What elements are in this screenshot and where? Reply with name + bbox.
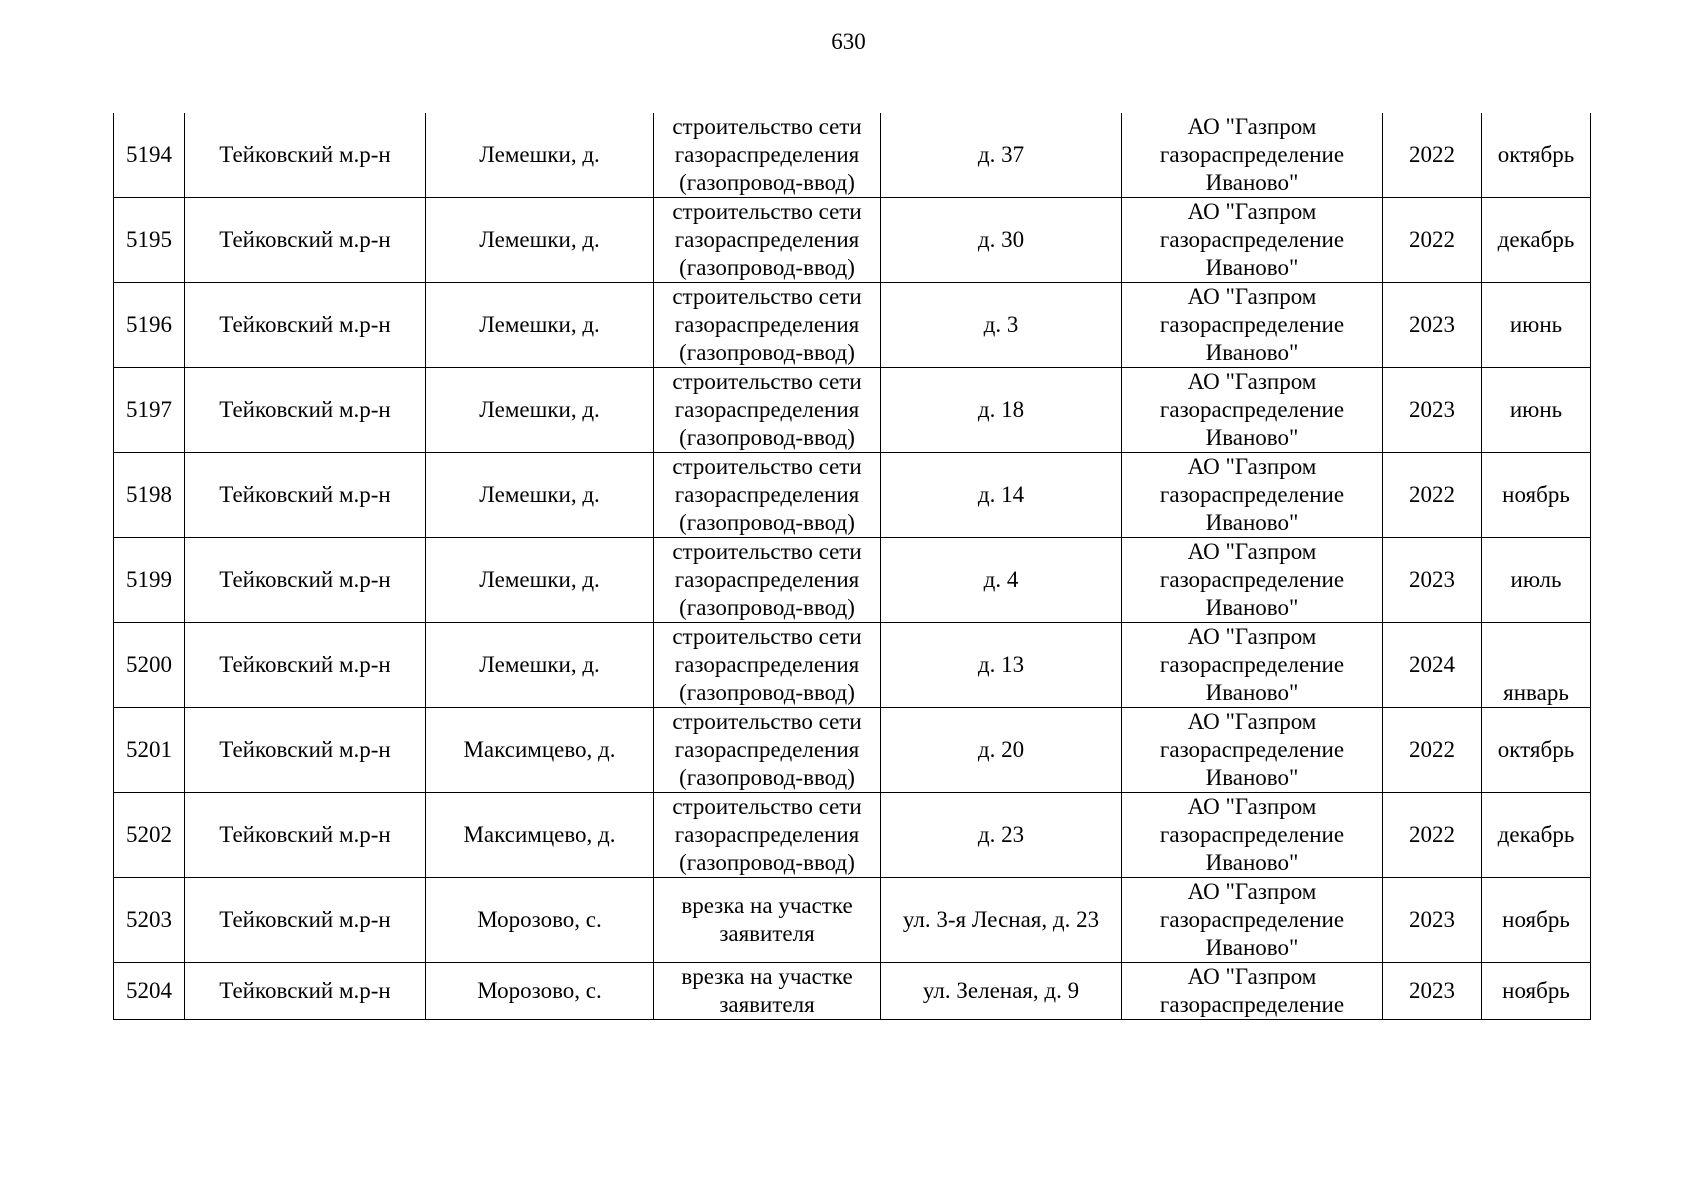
month-cell: ноябрь — [1482, 963, 1591, 1020]
gas-connection-table — [113, 113, 1591, 1020]
district-cell: Тейковский м.р-н — [185, 198, 426, 283]
row-number-cell: 5203 — [114, 878, 185, 963]
work-type-cell-line: (газопровод-ввод) — [679, 595, 855, 620]
work-type-cell-line: строительство сети — [672, 624, 862, 649]
row-number-cell: 5196 — [114, 283, 185, 368]
organization-cell — [1122, 793, 1383, 878]
work-type-cell-line: врезка на участке — [681, 893, 853, 918]
work-type-cell — [654, 793, 881, 878]
month-cell: декабрь — [1482, 793, 1591, 878]
row-number-cell: 5202 — [114, 793, 185, 878]
organization-cell-line: АО "Газпром — [1187, 624, 1317, 649]
locality-cell: Морозово, с. — [426, 963, 654, 1020]
organization-cell-line: Иваново" — [1205, 595, 1299, 620]
table-row — [114, 198, 1591, 283]
table-row — [114, 113, 1591, 198]
address-cell: д. 23 — [881, 793, 1122, 878]
table-row — [114, 793, 1591, 878]
work-type-cell-line: врезка на участке — [681, 964, 853, 989]
locality-cell: Лемешки, д. — [426, 538, 654, 623]
locality-cell: Лемешки, д. — [426, 368, 654, 453]
month-cell: ноябрь — [1482, 878, 1591, 963]
address-cell: ул. 3-я Лесная, д. 23 — [881, 878, 1122, 963]
work-type-cell-line: газораспределения — [674, 567, 860, 592]
district-cell: Тейковский м.р-н — [185, 283, 426, 368]
work-type-cell-line: газораспределения — [674, 652, 860, 677]
district-cell: Тейковский м.р-н — [185, 623, 426, 708]
year-cell: 2023 — [1383, 283, 1482, 368]
organization-cell-line: газораспределение — [1159, 652, 1345, 677]
organization-cell — [1122, 453, 1383, 538]
district-cell: Тейковский м.р-н — [185, 368, 426, 453]
work-type-cell-line: строительство сети — [672, 284, 862, 309]
organization-cell-line: АО "Газпром — [1187, 794, 1317, 819]
work-type-cell-line: (газопровод-ввод) — [679, 425, 855, 450]
row-number-cell: 5199 — [114, 538, 185, 623]
address-cell: д. 18 — [881, 368, 1122, 453]
organization-cell-line: газораспределение — [1159, 227, 1345, 252]
address-cell: д. 13 — [881, 623, 1122, 708]
organization-cell-line: АО "Газпром — [1187, 709, 1317, 734]
year-cell: 2022 — [1383, 708, 1482, 793]
locality-cell: Максимцево, д. — [426, 708, 654, 793]
year-cell: 2023 — [1383, 368, 1482, 453]
work-type-cell — [654, 878, 881, 963]
work-type-cell-line: заявителя — [719, 992, 815, 1017]
district-cell: Тейковский м.р-н — [185, 113, 426, 198]
row-number-cell: 5195 — [114, 198, 185, 283]
address-cell: д. 37 — [881, 113, 1122, 198]
month-cell: июнь — [1482, 283, 1591, 368]
work-type-cell-line: (газопровод-ввод) — [679, 680, 855, 705]
organization-cell-line: газораспределение — [1159, 737, 1345, 762]
district-cell: Тейковский м.р-н — [185, 878, 426, 963]
table-row — [114, 623, 1591, 708]
organization-cell-line: газораспределение — [1159, 992, 1345, 1017]
organization-cell-line: АО "Газпром — [1187, 879, 1317, 904]
address-cell: д. 4 — [881, 538, 1122, 623]
address-cell: д. 14 — [881, 453, 1122, 538]
month-cell: январь — [1482, 623, 1591, 708]
work-type-cell-line: газораспределения — [674, 397, 860, 422]
table-row — [114, 368, 1591, 453]
organization-cell-line: газораспределение — [1159, 312, 1345, 337]
work-type-cell — [654, 963, 881, 1020]
locality-cell: Лемешки, д. — [426, 623, 654, 708]
year-cell: 2023 — [1383, 538, 1482, 623]
table-row — [114, 878, 1591, 963]
work-type-cell-line: газораспределения — [674, 312, 860, 337]
organization-cell-line: газораспределение — [1159, 907, 1345, 932]
organization-cell-line: Иваново" — [1205, 850, 1299, 875]
work-type-cell-line: (газопровод-ввод) — [679, 340, 855, 365]
organization-cell — [1122, 283, 1383, 368]
year-cell: 2022 — [1383, 793, 1482, 878]
district-cell: Тейковский м.р-н — [185, 538, 426, 623]
work-type-cell — [654, 113, 881, 198]
work-type-cell-line: строительство сети — [672, 369, 862, 394]
month-cell: октябрь — [1482, 708, 1591, 793]
organization-cell-line: Иваново" — [1205, 680, 1299, 705]
table-row — [114, 453, 1591, 538]
organization-cell-line: Иваново" — [1205, 170, 1299, 195]
work-type-cell-line: строительство сети — [672, 199, 862, 224]
work-type-cell — [654, 198, 881, 283]
organization-cell-line: АО "Газпром — [1187, 964, 1317, 989]
organization-cell-line: Иваново" — [1205, 340, 1299, 365]
page-number: 630 — [831, 29, 866, 54]
organization-cell-line: Иваново" — [1205, 255, 1299, 280]
organization-cell — [1122, 708, 1383, 793]
district-cell: Тейковский м.р-н — [185, 793, 426, 878]
work-type-cell-line: (газопровод-ввод) — [679, 765, 855, 790]
work-type-cell-line: (газопровод-ввод) — [679, 170, 855, 195]
work-type-cell-line: газораспределения — [674, 822, 860, 847]
district-cell: Тейковский м.р-н — [185, 708, 426, 793]
year-cell: 2024 — [1383, 623, 1482, 708]
organization-cell-line: АО "Газпром — [1187, 114, 1317, 139]
row-number-cell: 5200 — [114, 623, 185, 708]
district-cell: Тейковский м.р-н — [185, 453, 426, 538]
organization-cell — [1122, 198, 1383, 283]
month-cell: июль — [1482, 538, 1591, 623]
locality-cell: Морозово, с. — [426, 878, 654, 963]
year-cell: 2022 — [1383, 198, 1482, 283]
table-row — [114, 538, 1591, 623]
organization-cell — [1122, 113, 1383, 198]
year-cell: 2022 — [1383, 453, 1482, 538]
month-cell: ноябрь — [1482, 453, 1591, 538]
organization-cell-line: АО "Газпром — [1187, 199, 1317, 224]
work-type-cell-line: строительство сети — [672, 709, 862, 734]
organization-cell-line: газораспределение — [1159, 567, 1345, 592]
locality-cell: Максимцево, д. — [426, 793, 654, 878]
address-cell: д. 30 — [881, 198, 1122, 283]
district-cell: Тейковский м.р-н — [185, 963, 426, 1020]
work-type-cell-line: строительство сети — [672, 114, 862, 139]
table-row — [114, 708, 1591, 793]
locality-cell: Лемешки, д. — [426, 198, 654, 283]
organization-cell-line: АО "Газпром — [1187, 539, 1317, 564]
work-type-cell-line: газораспределения — [674, 142, 860, 167]
row-number-cell: 5194 — [114, 113, 185, 198]
organization-cell-line: АО "Газпром — [1187, 369, 1317, 394]
year-cell: 2022 — [1383, 113, 1482, 198]
locality-cell: Лемешки, д. — [426, 113, 654, 198]
work-type-cell-line: (газопровод-ввод) — [679, 510, 855, 535]
organization-cell-line: Иваново" — [1205, 935, 1299, 960]
organization-cell — [1122, 878, 1383, 963]
table-row — [114, 963, 1591, 1020]
organization-cell — [1122, 368, 1383, 453]
organization-cell-line: газораспределение — [1159, 822, 1345, 847]
work-type-cell — [654, 453, 881, 538]
organization-cell-line: АО "Газпром — [1187, 284, 1317, 309]
work-type-cell-line: газораспределения — [674, 482, 860, 507]
work-type-cell-line: газораспределения — [674, 227, 860, 252]
row-number-cell: 5197 — [114, 368, 185, 453]
year-cell: 2023 — [1383, 963, 1482, 1020]
table-row — [114, 283, 1591, 368]
month-cell: июнь — [1482, 368, 1591, 453]
locality-cell: Лемешки, д. — [426, 283, 654, 368]
organization-cell — [1122, 623, 1383, 708]
locality-cell: Лемешки, д. — [426, 453, 654, 538]
work-type-cell — [654, 708, 881, 793]
organization-cell-line: Иваново" — [1205, 425, 1299, 450]
organization-cell-line: газораспределение — [1159, 482, 1345, 507]
address-cell: д. 3 — [881, 283, 1122, 368]
organization-cell — [1122, 963, 1383, 1020]
address-cell: ул. Зеленая, д. 9 — [881, 963, 1122, 1020]
organization-cell — [1122, 538, 1383, 623]
organization-cell-line: газораспределение — [1159, 142, 1345, 167]
table-body — [114, 113, 1591, 1020]
month-cell: октябрь — [1482, 113, 1591, 198]
organization-cell-line: АО "Газпром — [1187, 454, 1317, 479]
month-cell: декабрь — [1482, 198, 1591, 283]
work-type-cell-line: строительство сети — [672, 454, 862, 479]
work-type-cell-line: заявителя — [719, 921, 815, 946]
work-type-cell — [654, 623, 881, 708]
work-type-cell-line: строительство сети — [672, 794, 862, 819]
work-type-cell-line: строительство сети — [672, 539, 862, 564]
row-number-cell: 5201 — [114, 708, 185, 793]
work-type-cell-line: (газопровод-ввод) — [679, 850, 855, 875]
row-number-cell: 5204 — [114, 963, 185, 1020]
work-type-cell-line: (газопровод-ввод) — [679, 255, 855, 280]
work-type-cell — [654, 283, 881, 368]
work-type-cell — [654, 538, 881, 623]
year-cell: 2023 — [1383, 878, 1482, 963]
organization-cell-line: Иваново" — [1205, 510, 1299, 535]
organization-cell-line: газораспределение — [1159, 397, 1345, 422]
work-type-cell — [654, 368, 881, 453]
work-type-cell-line: газораспределения — [674, 737, 860, 762]
row-number-cell: 5198 — [114, 453, 185, 538]
organization-cell-line: Иваново" — [1205, 765, 1299, 790]
address-cell: д. 20 — [881, 708, 1122, 793]
